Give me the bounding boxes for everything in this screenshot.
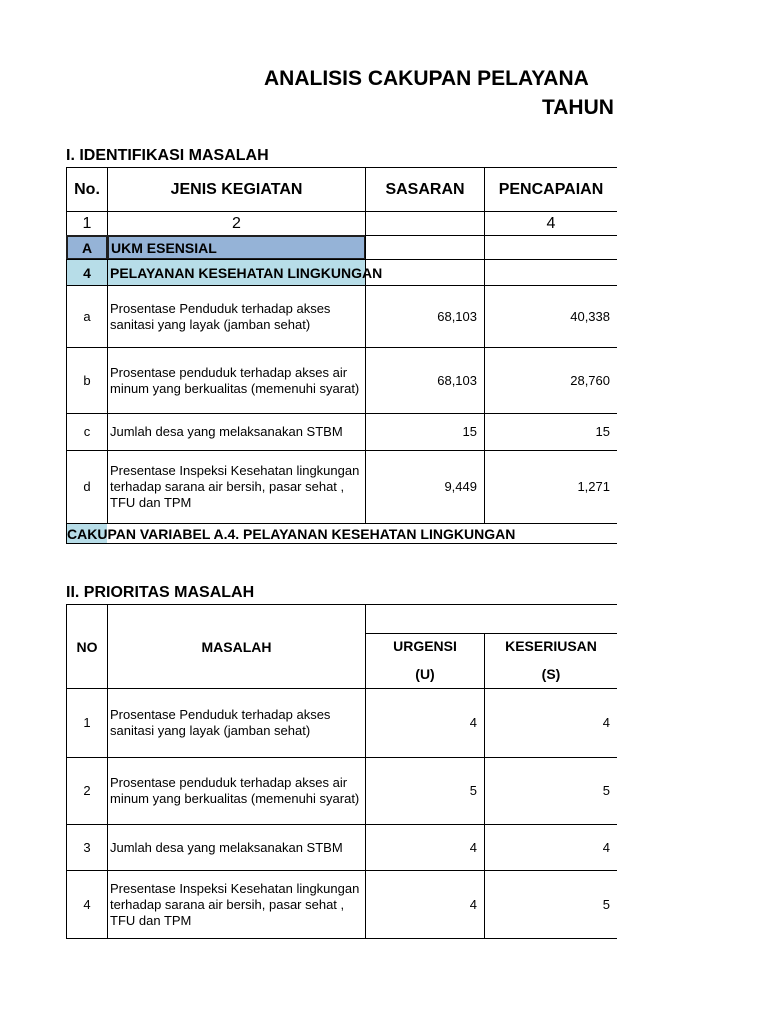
index-cell-no: 1 [66,211,108,236]
row-b-no: b [66,347,108,414]
row-d-pencapaian: 1,271 [484,450,618,524]
index-cell-jenis: 2 [107,211,366,236]
prioritas-row-4-masalah: Presentase Inspeksi Kesehatan lingkungan terhadap sarana air bersih, pasar sehat , TFU dan TPM [107,870,366,939]
row-c-sasaran: 15 [365,413,485,451]
document-title-line2: TAHUN [542,96,614,119]
prioritas-row-3-keseriusan: 4 [484,824,618,871]
prioritas-row-4-urgensi: 4 [365,870,485,939]
row-b-pencapaian: 28,760 [484,347,618,414]
page-crop-mask [617,0,768,1024]
group-4-pencapaian [484,259,618,286]
header-no: No. [66,167,108,212]
group-a-pencapaian [484,235,618,260]
header2-criteria-top [365,604,618,634]
prioritas-row-4-keseriusan: 5 [484,870,618,939]
header2-urgensi-code: (U) [415,666,435,682]
header2-urgensi: URGENSI [393,638,457,654]
index-cell-pencapaian: 4 [484,211,618,236]
prioritas-row-1-no: 1 [66,688,108,758]
row-a-kegiatan: Prosentase Penduduk terhadap akses sanitasi yang layak (jamban sehat) [107,285,366,348]
prioritas-row-3-urgensi: 4 [365,824,485,871]
header-pencapaian: PENCAPAIAN [484,167,618,212]
row-c-pencapaian: 15 [484,413,618,451]
row-d-kegiatan: Presentase Inspeksi Kesehatan lingkungan terhadap sarana air bersih, pasar sehat , TFU dan TPM [107,450,366,524]
header2-keseriusan-code: (S) [541,666,561,682]
section-heading-identifikasi: I. IDENTIFIKASI MASALAH [66,147,269,164]
prioritas-row-3-masalah: Jumlah desa yang melaksanakan STBM [107,824,366,871]
header2-masalah: MASALAH [107,604,366,689]
header-jenis-kegiatan: JENIS KEGIATAN [107,167,366,212]
row-b-kegiatan: Prosentase penduduk terhadap akses air minum yang berkualitas (memenuhi syarat) [107,347,366,414]
header-sasaran: SASARAN [365,167,485,212]
group-a-sasaran [365,235,485,260]
group-a-label: UKM ESENSIAL [107,235,366,260]
row-c-no: c [66,413,108,451]
row-d-no: d [66,450,108,524]
group-4-code: 4 [66,259,108,286]
prioritas-row-2-no: 2 [66,757,108,825]
row-a-pencapaian: 40,338 [484,285,618,348]
prioritas-row-3-no: 3 [66,824,108,871]
prioritas-row-2-keseriusan: 5 [484,757,618,825]
group-4-label: PELAYANAN KESEHATAN LINGKUNGAN [107,259,366,286]
row-b-sasaran: 68,103 [365,347,485,414]
prioritas-row-1-keseriusan: 4 [484,688,618,758]
header2-no: NO [66,604,108,689]
cakupan-variabel-row: CAKUPAN VARIABEL A.4. PELAYANAN KESEHATAN LINGKUNGAN [66,523,618,544]
prioritas-row-2-urgensi: 5 [365,757,485,825]
row-a-sasaran: 68,103 [365,285,485,348]
header2-keseriusan: KESERIUSAN [505,638,597,654]
row-d-sasaran: 9,449 [365,450,485,524]
group-4-sasaran [365,259,485,286]
group-a-code: A [66,235,108,260]
index-cell-sasaran [365,211,485,236]
row-a-no: a [66,285,108,348]
section-heading-prioritas: II. PRIORITAS MASALAH [66,584,255,601]
row-c-kegiatan: Jumlah desa yang melaksanakan STBM [107,413,366,451]
prioritas-row-1-masalah: Prosentase Penduduk terhadap akses sanitasi yang layak (jamban sehat) [107,688,366,758]
document-title-line1: ANALISIS CAKUPAN PELAYANA [264,67,589,90]
prioritas-row-4-no: 4 [66,870,108,939]
prioritas-row-1-urgensi: 4 [365,688,485,758]
prioritas-row-2-masalah: Prosentase penduduk terhadap akses air minum yang berkualitas (memenuhi syarat) [107,757,366,825]
